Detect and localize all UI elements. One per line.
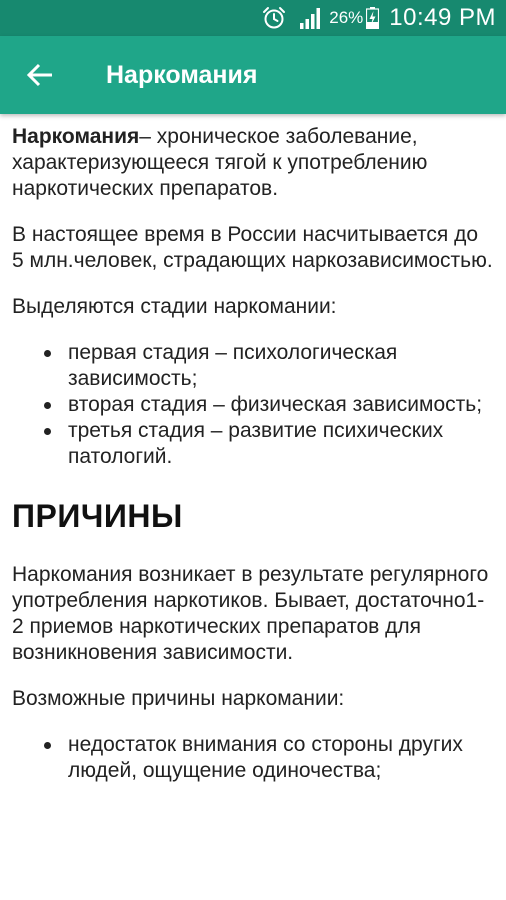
app-bar (0, 36, 506, 114)
statistics-paragraph: В настоящее время в России насчитывается до 5 млн.человек, страдающих наркозависимостью. (12, 223, 493, 272)
list-item: вторая стадия – физическая зависимость; (68, 392, 494, 418)
page-title: Наркомания (106, 60, 258, 89)
signal-icon (299, 7, 323, 29)
arrow-back-icon (26, 61, 54, 89)
article-content[interactable] (0, 114, 506, 900)
intro-text: – хроническое заболевание, характеризующееся тягой к употреблению наркотических препаратов. (12, 125, 428, 200)
status-bar (0, 0, 506, 36)
stages-list (12, 340, 494, 470)
causes-list (12, 732, 494, 784)
list-item: недостаток внимания со стороны других людей, ощущение одиночества; (68, 732, 494, 784)
intro-paragraph (12, 124, 494, 202)
battery-percent: 26% (329, 8, 364, 27)
intro-term: Наркомания (12, 125, 140, 148)
causes-paragraph: Наркомания возникает в результате регулярного употребления наркотиков. Бывает, достаточно1-2 приемов наркотических препаратов для возникновения зависимости. (12, 563, 489, 664)
list-item: третья стадия – развитие психических патологий. (68, 418, 494, 470)
back-button[interactable] (10, 45, 70, 105)
clock: 10:49 PM (389, 4, 496, 31)
battery-charging-icon (366, 7, 379, 29)
stages-intro: Выделяются стадии наркомании: (12, 295, 337, 318)
causes-heading: ПРИЧИНЫ (12, 498, 183, 534)
alarm-icon (261, 5, 287, 31)
list-item: первая стадия – психологическая зависимость; (68, 340, 494, 392)
causes-intro: Возможные причины наркомании: (12, 687, 345, 710)
